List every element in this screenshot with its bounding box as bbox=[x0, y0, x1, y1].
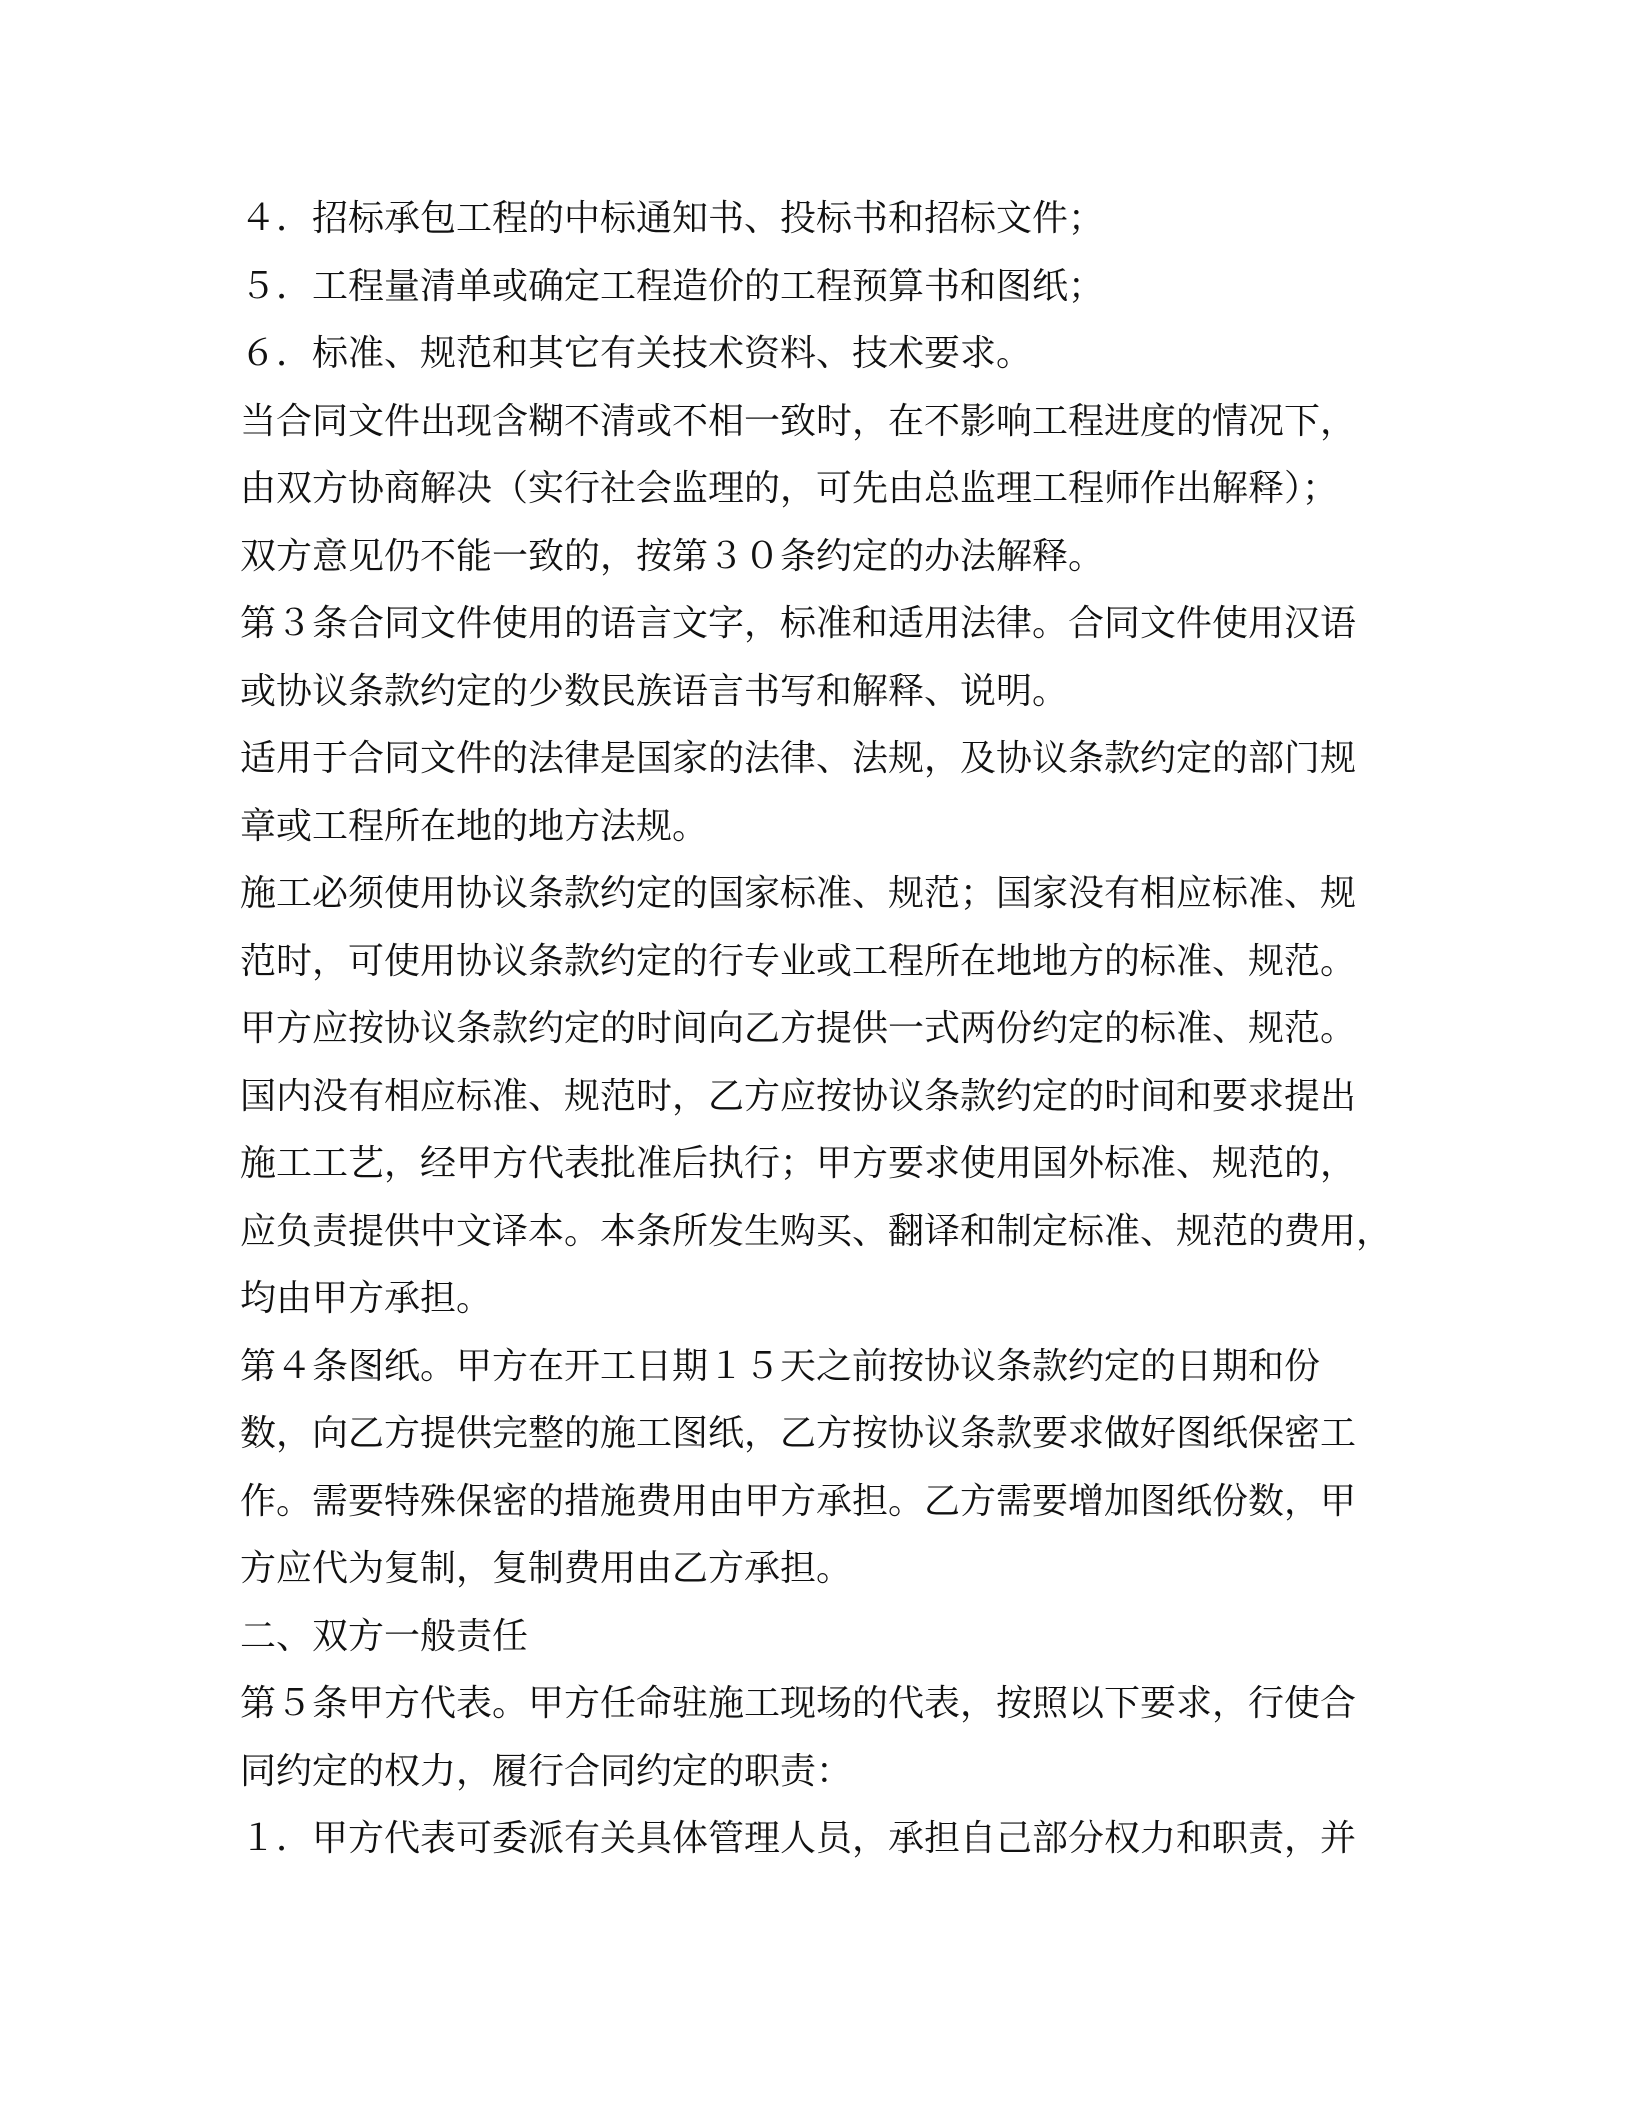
list-item-5: ５．工程量清单或确定工程造价的工程预算书和图纸； bbox=[240, 265, 1105, 307]
paragraph-line: 适用于合同文件的法律是国家的法律、法规，及协议条款约定的部门规 bbox=[240, 738, 1357, 779]
paragraph-line: 甲方应按协议条款约定的时间向乙方提供一式两份约定的标准、规范。 bbox=[240, 1008, 1357, 1049]
list-item-4: ４．招标承包工程的中标通知书、投标书和招标文件； bbox=[240, 198, 1105, 239]
article-4-heading-line: 第４条图纸。甲方在开工日期１５天之前按协议条款约定的日期和份 bbox=[240, 1345, 1321, 1387]
paragraph-line: 均由甲方承担。 bbox=[240, 1278, 493, 1319]
list-item-6: ６．标准、规范和其它有关技术资料、技术要求。 bbox=[240, 333, 1033, 374]
paragraph-line: 由双方协商解决（实行社会监理的，可先由总监理工程师作出解释）； bbox=[240, 468, 1339, 509]
paragraph-line: 章或工程所在地的地方法规。 bbox=[240, 805, 709, 847]
paragraph-line: 方应代为复制，复制费用由乙方承担。 bbox=[240, 1548, 853, 1589]
paragraph-line: 数，向乙方提供完整的施工图纸，乙方按协议条款要求做好图纸保密工 bbox=[240, 1413, 1357, 1454]
paragraph-line: 同约定的权力，履行合同约定的职责： bbox=[240, 1750, 853, 1792]
paragraph-line: 或协议条款约定的少数民族语言书写和解释、说明。 bbox=[240, 670, 1069, 712]
article-5-heading-line: 第５条甲方代表。甲方任命驻施工现场的代表，按照以下要求，行使合 bbox=[240, 1683, 1357, 1724]
paragraph-line: 作。需要特殊保密的措施费用由甲方承担。乙方需要增加图纸份数，甲 bbox=[240, 1480, 1357, 1522]
list-item-1: １．甲方代表可委派有关具体管理人员，承担自己部分权力和职责，并 bbox=[240, 1818, 1357, 1859]
paragraph-line: 双方意见仍不能一致的，按第３０条约定的办法解释。 bbox=[240, 535, 1105, 577]
article-3-heading-line: 第３条合同文件使用的语言文字，标准和适用法律。合同文件使用汉语 bbox=[240, 603, 1357, 644]
paragraph-line: 施工必须使用协议条款约定的国家标准、规范；国家没有相应标准、规 bbox=[240, 873, 1357, 914]
document-body bbox=[240, 185, 1400, 1873]
paragraph-line: 范时，可使用协议条款约定的行专业或工程所在地地方的标准、规范。 bbox=[240, 940, 1357, 982]
section-heading: 二、双方一般责任 bbox=[240, 1615, 529, 1657]
paragraph-line: 施工工艺，经甲方代表批准后执行；甲方要求使用国外标准、规范的， bbox=[240, 1143, 1357, 1184]
paragraph-line: 当合同文件出现含糊不清或不相一致时，在不影响工程进度的情况下， bbox=[240, 400, 1357, 442]
paragraph-line: 应负责提供中文译本。本条所发生购买、翻译和制定标准、规范的费用， bbox=[240, 1210, 1393, 1252]
paragraph-line: 国内没有相应标准、规范时，乙方应按协议条款约定的时间和要求提出 bbox=[240, 1075, 1357, 1117]
